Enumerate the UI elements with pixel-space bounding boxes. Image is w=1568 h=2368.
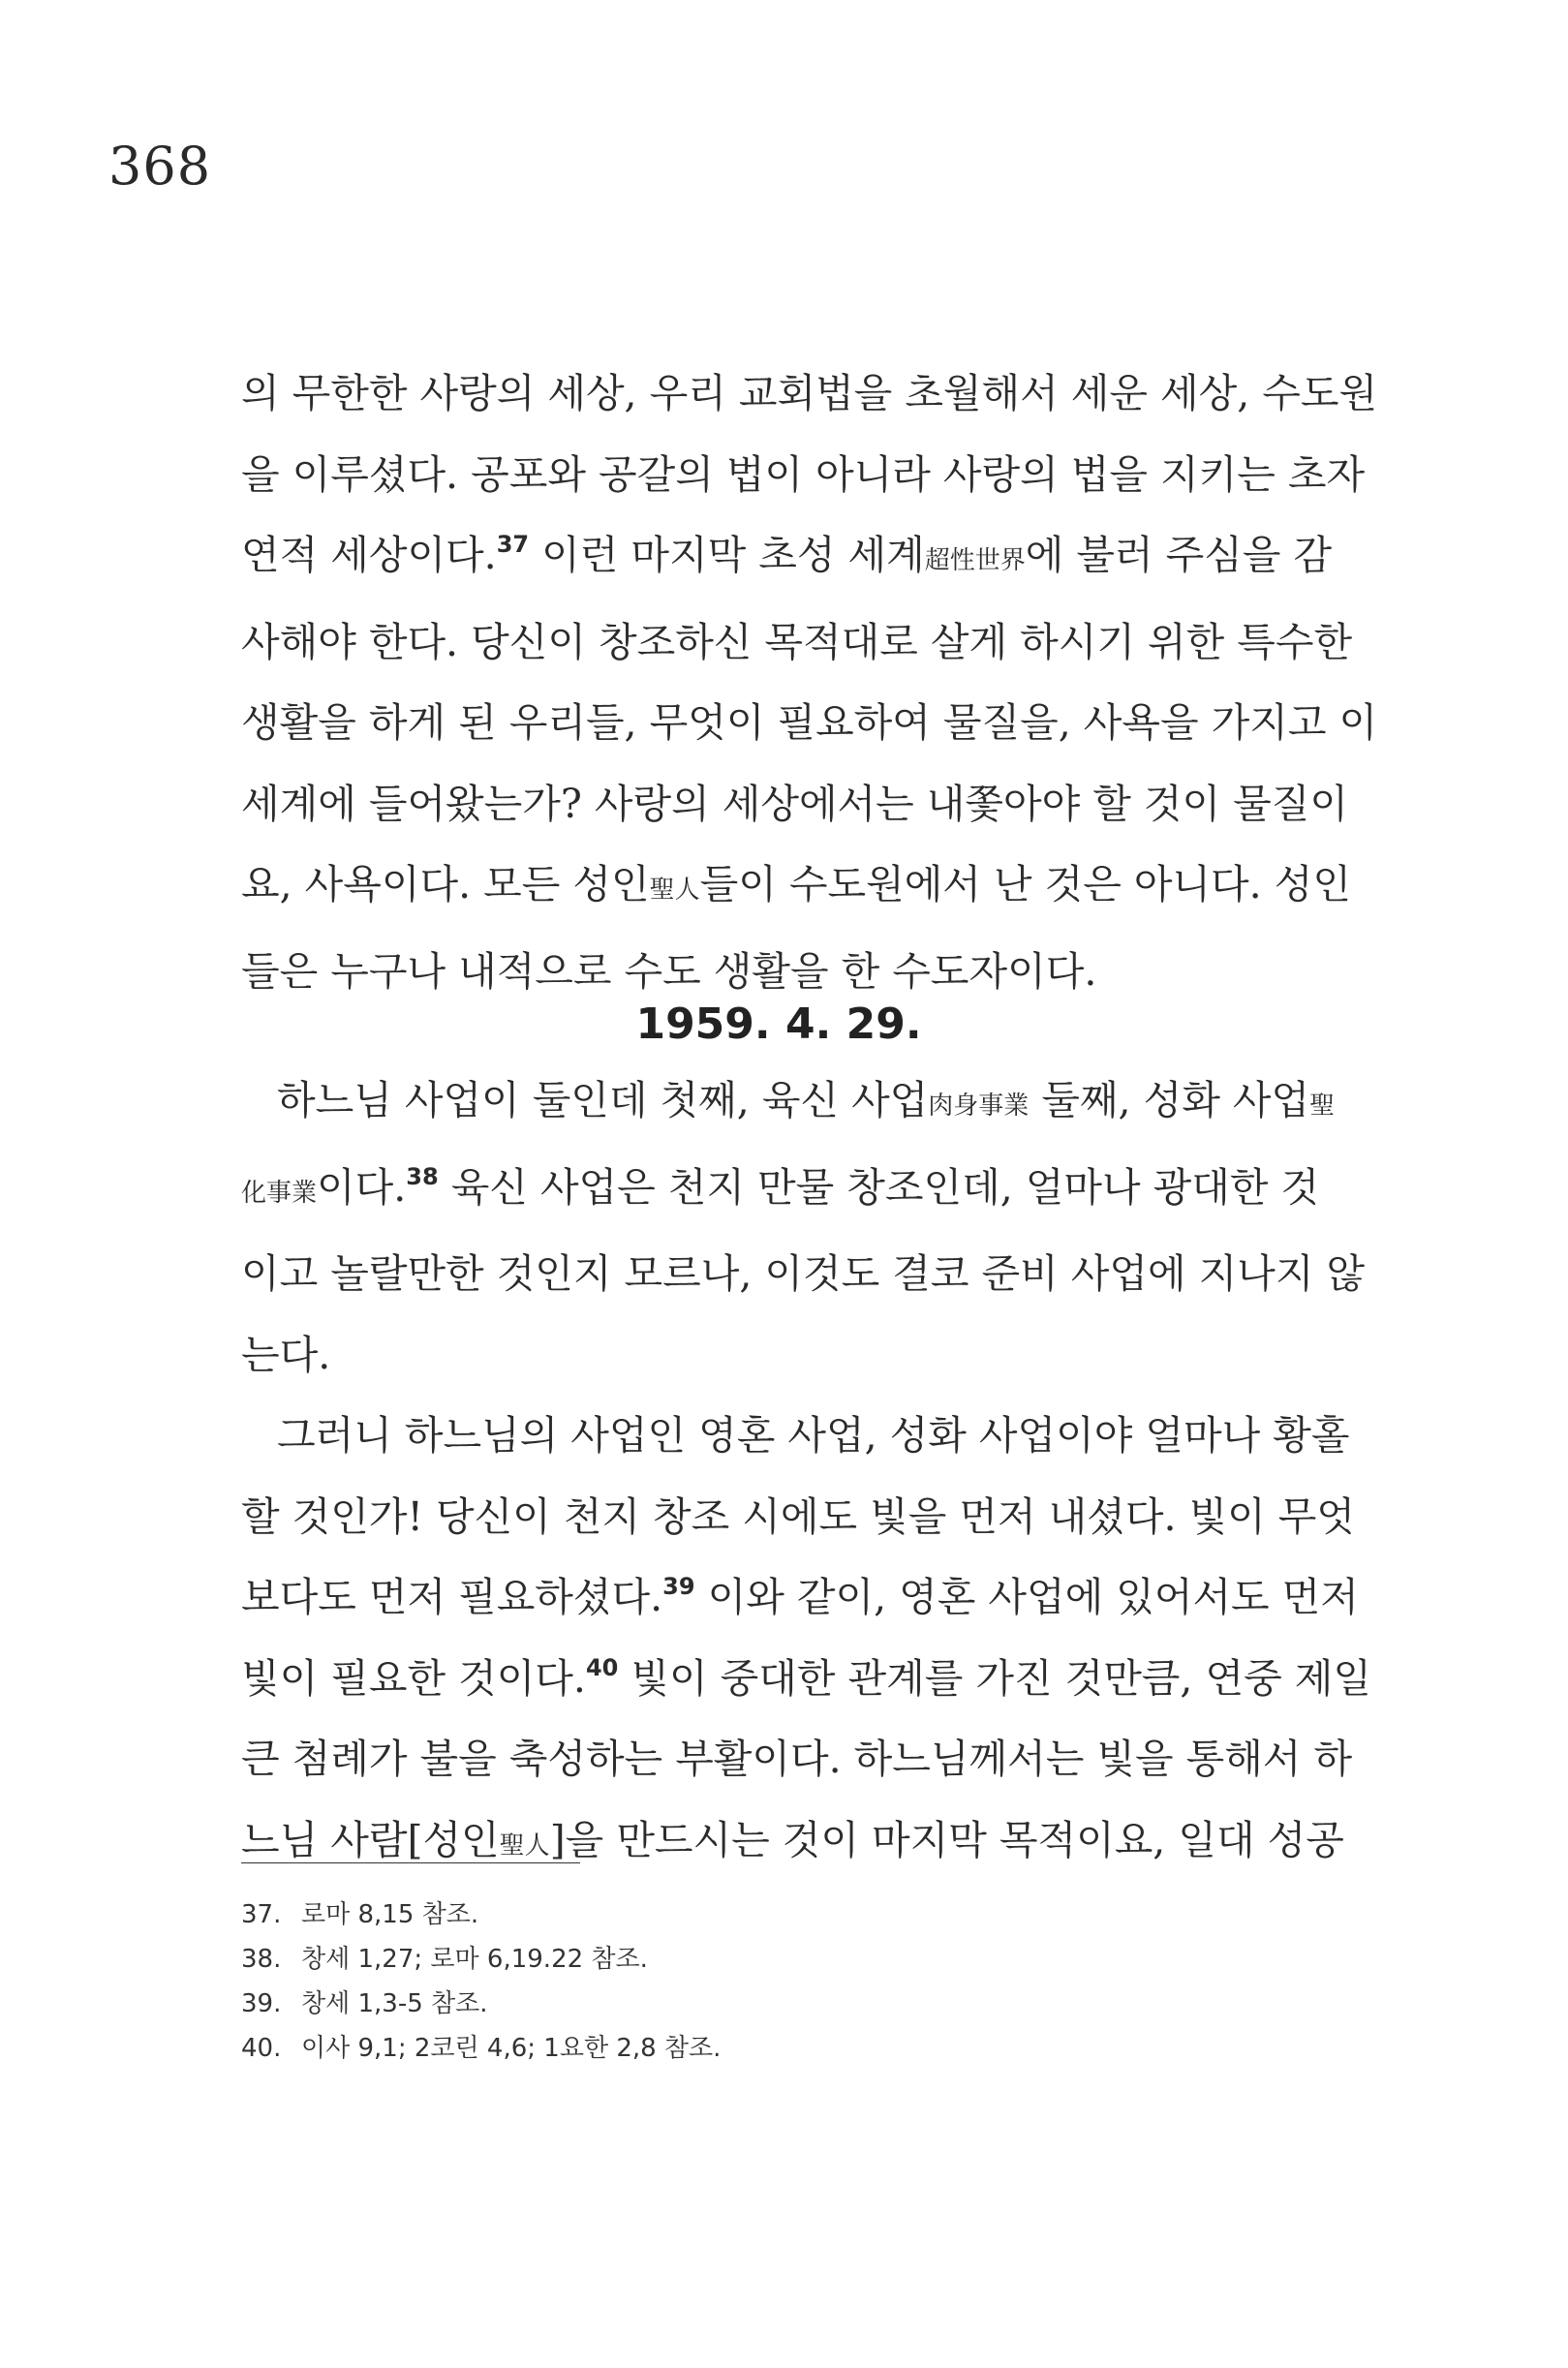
text-segment: 보다도 먼저 필요하셨다. — [241, 1574, 663, 1620]
footnote-text: 이사 9,1; 2코린 4,6; 1요한 2,8 참조. — [301, 2034, 722, 2063]
footnote-number: 39. — [241, 1989, 282, 2018]
footnote-divider — [241, 1862, 580, 1863]
hanja-annotation: 聖人 — [499, 1830, 550, 1861]
text-line: 이고 놀랄만한 것인지 모르나, 이것도 결코 준비 사업에 지나지 않 — [241, 1250, 1366, 1297]
footnote-ref: 38 — [406, 1162, 439, 1190]
text-line: 큰 첨례가 불을 축성하는 부활이다. 하느님께서는 빛을 통해서 하 — [241, 1736, 1353, 1782]
footnote-text: 로마 8,15 참조. — [301, 1900, 479, 1929]
footnote-text: 창세 1,3-5 참조. — [301, 1989, 488, 2018]
paragraph-continuation — [241, 354, 1378, 1012]
text-segment: 연적 세상이다. — [241, 532, 497, 578]
footnote — [241, 1892, 1210, 1937]
text-line — [241, 1061, 1336, 1148]
footnote — [241, 2026, 1210, 2071]
footnote-ref: 37 — [496, 531, 530, 558]
text-segment: 이런 마지막 초성 세계 — [529, 532, 925, 578]
footnote-number: 38. — [241, 1945, 282, 1974]
text-segment: 요, 사욕이다. 모든 성인 — [241, 861, 650, 907]
footnote-number: 37. — [241, 1900, 282, 1929]
text-segment: 하느님 사업이 둘인데 첫째, 육신 사업 — [277, 1077, 929, 1123]
footnote-ref: 40 — [585, 1653, 619, 1681]
text-line — [241, 1148, 1320, 1235]
text-segment: 들이 수도원에서 난 것은 아니다. 성인 — [699, 861, 1351, 907]
body-paragraphs — [241, 1061, 1371, 1887]
text-line: 는다. — [241, 1331, 331, 1378]
text-segment: 육신 사업은 천지 만물 창조인데, 얼마나 광대한 것 — [438, 1163, 1320, 1211]
footnote — [241, 1937, 1210, 1982]
text-line: 세계에 들어왔는가? 사랑의 세상에서는 내쫓아야 할 것이 물질이 — [241, 780, 1348, 827]
date-heading: 1959. 4. 29. — [635, 999, 922, 1049]
text-line — [241, 515, 1333, 602]
footnote-number: 40. — [241, 2034, 282, 2063]
text-line: 생활을 하게 된 우리들, 무엇이 필요하여 물질을, 사욕을 가지고 이 — [241, 699, 1378, 746]
text-line — [241, 1639, 1371, 1720]
text-segment: 이와 같이, 영혼 사업에 있어서도 먼저 — [694, 1574, 1359, 1620]
text-segment: 에 불러 주심을 감 — [1025, 532, 1333, 578]
text-line: 할 것인가! 당신이 천지 창조 시에도 빛을 먼저 내셨다. 빛이 무엇 — [241, 1492, 1355, 1540]
text-line — [241, 1800, 1344, 1888]
text-segment: 느님 사람[성인 — [241, 1816, 500, 1863]
footnote-text: 창세 1,27; 로마 6,19.22 참조. — [301, 1945, 648, 1974]
hanja-annotation: 化事業 — [241, 1178, 318, 1208]
text-line: 그러니 하느님의 사업인 영혼 사업, 성화 사업이야 얼마나 황홀 — [277, 1412, 1350, 1459]
footnote — [241, 1982, 1210, 2026]
text-segment: 이다. — [317, 1163, 407, 1211]
footnote-ref: 39 — [662, 1573, 695, 1600]
text-line — [241, 1557, 1359, 1639]
hanja-annotation: 聖 — [1309, 1092, 1336, 1121]
text-line: 의 무한한 사랑의 세상, 우리 교회법을 초월해서 세운 세상, 수도원 — [241, 370, 1378, 416]
text-line: 들은 누구나 내적으로 수도 생활을 한 수도자이다. — [241, 947, 1097, 995]
text-segment: ]을 만드시는 것이 마지막 목적이요, 일대 성공 — [549, 1816, 1344, 1863]
hanja-annotation: 超性世界 — [924, 546, 1026, 575]
footnotes — [241, 1892, 1210, 2071]
page-number: 368 — [108, 136, 212, 197]
text-line: 을 이루셨다. 공포와 공갈의 법이 아니라 사랑의 법을 지키는 초자 — [241, 450, 1366, 498]
text-segment: 빛이 중대한 관계를 가진 것만큼, 연중 제일 — [618, 1654, 1371, 1702]
text-segment: 빛이 필요한 것이다. — [241, 1654, 586, 1702]
hanja-annotation: 肉身事業 — [928, 1092, 1030, 1121]
text-line: 사해야 한다. 당신이 창조하신 목적대로 살게 하시기 위한 특수한 — [241, 618, 1353, 665]
text-segment: 둘째, 성화 사업 — [1029, 1077, 1310, 1123]
text-line — [241, 845, 1351, 932]
hanja-annotation: 聖人 — [649, 876, 700, 905]
